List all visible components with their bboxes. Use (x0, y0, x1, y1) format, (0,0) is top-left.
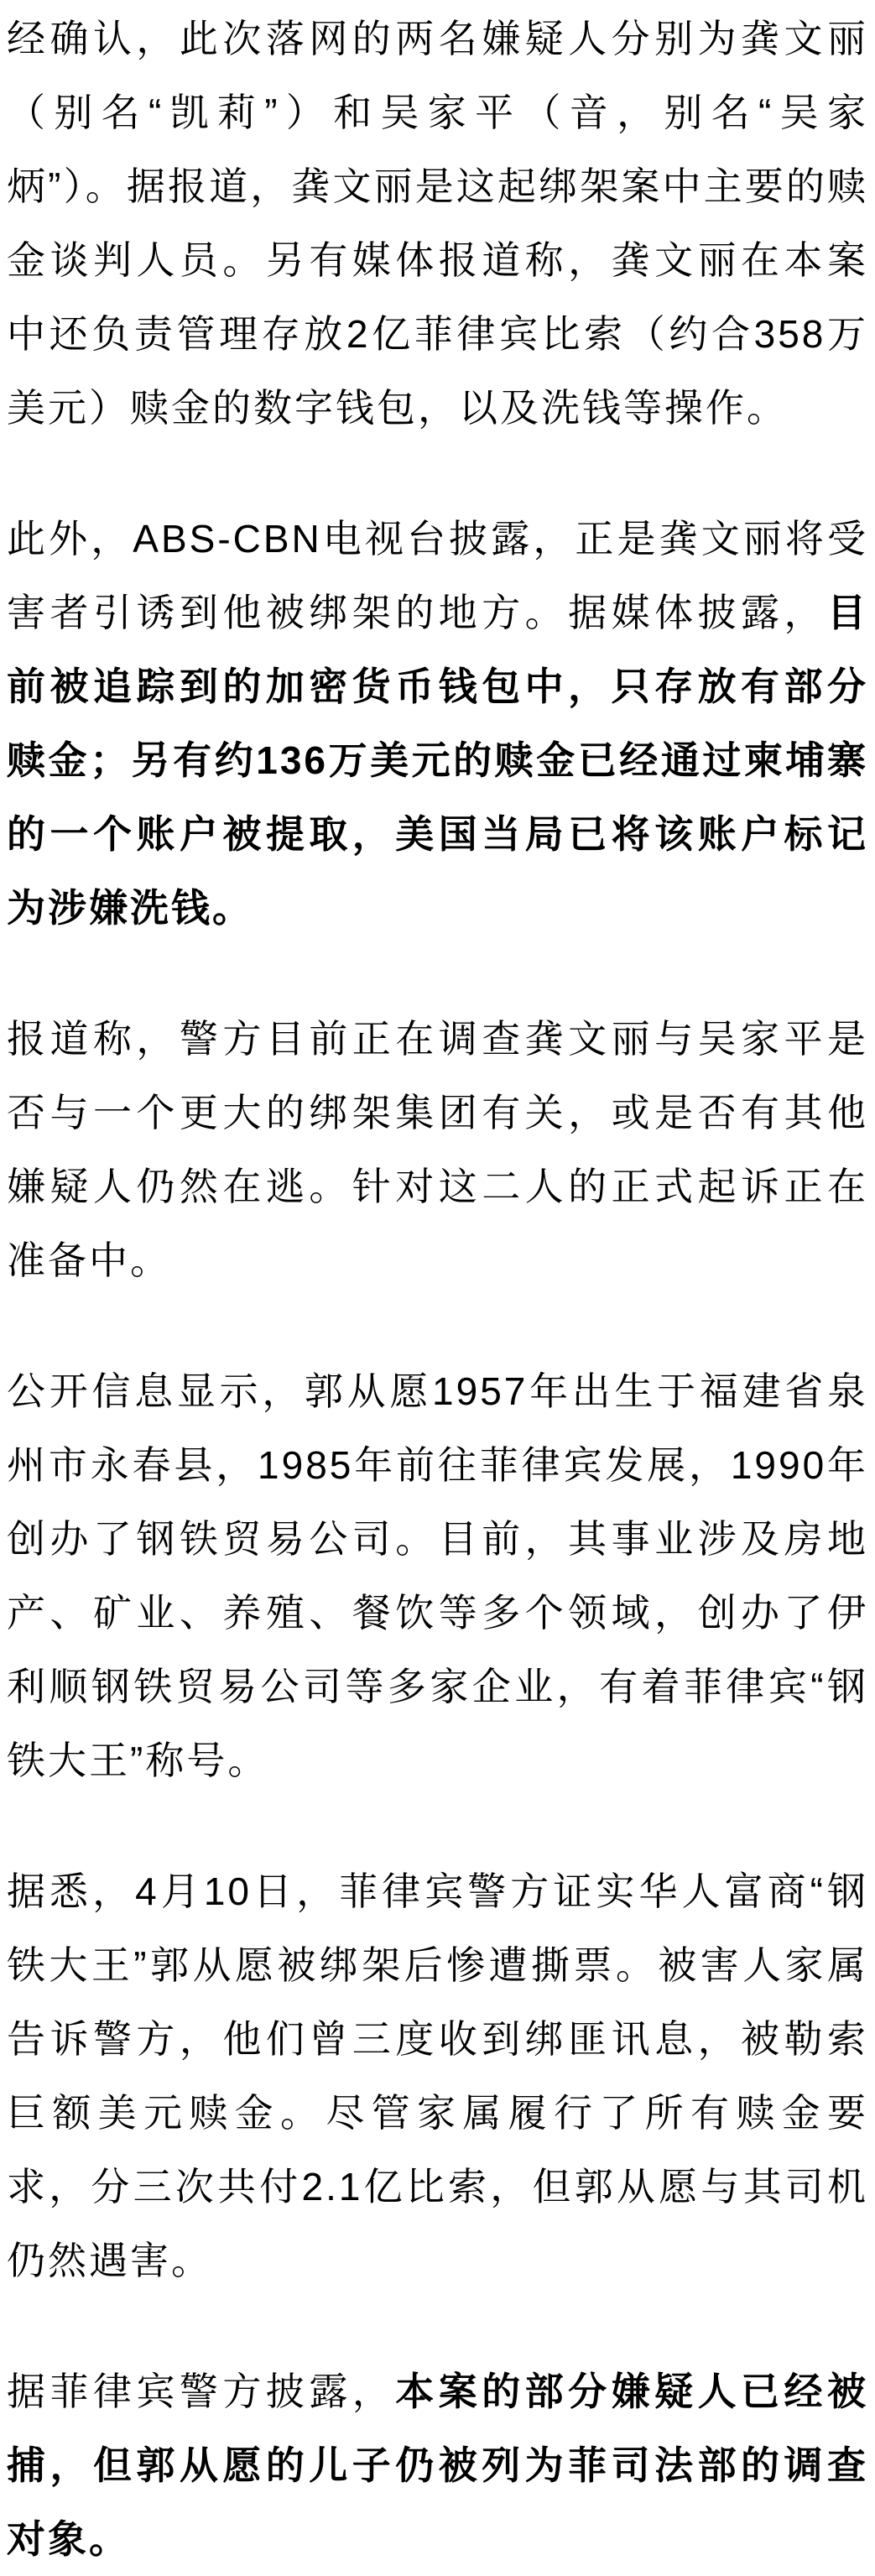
article-paragraph (7, 2354, 868, 2576)
text-run: 报道称，警方目前正在调查龚文丽与吴家平是否与一个更大的绑架集团有关，或是否有其他嫌疑人仍然在逃。针对这二人的正式起诉正在准备中。 (7, 1017, 868, 1282)
article-paragraph (7, 1002, 868, 1297)
text-run: 此外，ABS-CBN电视台披露，正是龚文丽将受害者引诱到他被绑架的地方。据媒体披露， (7, 517, 868, 634)
text-run: 公开信息显示，郭从愿1957年出生于福建省泉州市永春县，1985年前往菲律宾发展，1990年创办了钢铁贸易公司。目前，其事业涉及房地产、矿业、养殖、餐饮等多个领域，创办了伊利顺钢铁贸易公司等多家企业，有着菲律宾“钢铁大王”称号。 (7, 1369, 868, 1782)
bold-text-run: 本案的部分嫌疑人已经被捕，但郭从愿的儿子仍被列为菲司法部的调查对象。 (7, 2370, 869, 2561)
text-run: 据菲律宾警方披露， (7, 2370, 396, 2413)
text-run: 经确认，此次落网的两名嫌疑人分别为龚文丽（别名“凯莉”）和吴家平（音，别名“吴家炳”）。据报道，龚文丽是这起绑架案中主要的赎金谈判人员。另有媒体报道称，龚文丽在本案中还负责管理存放2亿菲律宾比索（约合358万美元）赎金的数字钱包，以及洗钱等操作。 (7, 17, 868, 430)
text-run: 据悉，4月10日，菲律宾警方证实华人富商“钢铁大王”郭从愿被绑架后惨遭撕票。被害人家属告诉警方，他们曾三度收到绑匪讯息，被勒索巨额美元赎金。尽管家属履行了所有赎金要求，分三次共付2.1亿比索，但郭从愿与其司机仍然遇害。 (7, 1869, 868, 2282)
article-paragraph (7, 1354, 868, 1797)
bold-text-run: 目前被追踪到的加密货币钱包中，只存放有部分赎金；另有约136万美元的赎金已经通过柬埔寨的一个账户被提取，美国当局已将该账户标记为涉嫌洗钱。 (7, 591, 868, 930)
article-paragraph (7, 2, 868, 445)
article-paragraph (7, 1854, 868, 2297)
article-paragraph (7, 502, 868, 945)
